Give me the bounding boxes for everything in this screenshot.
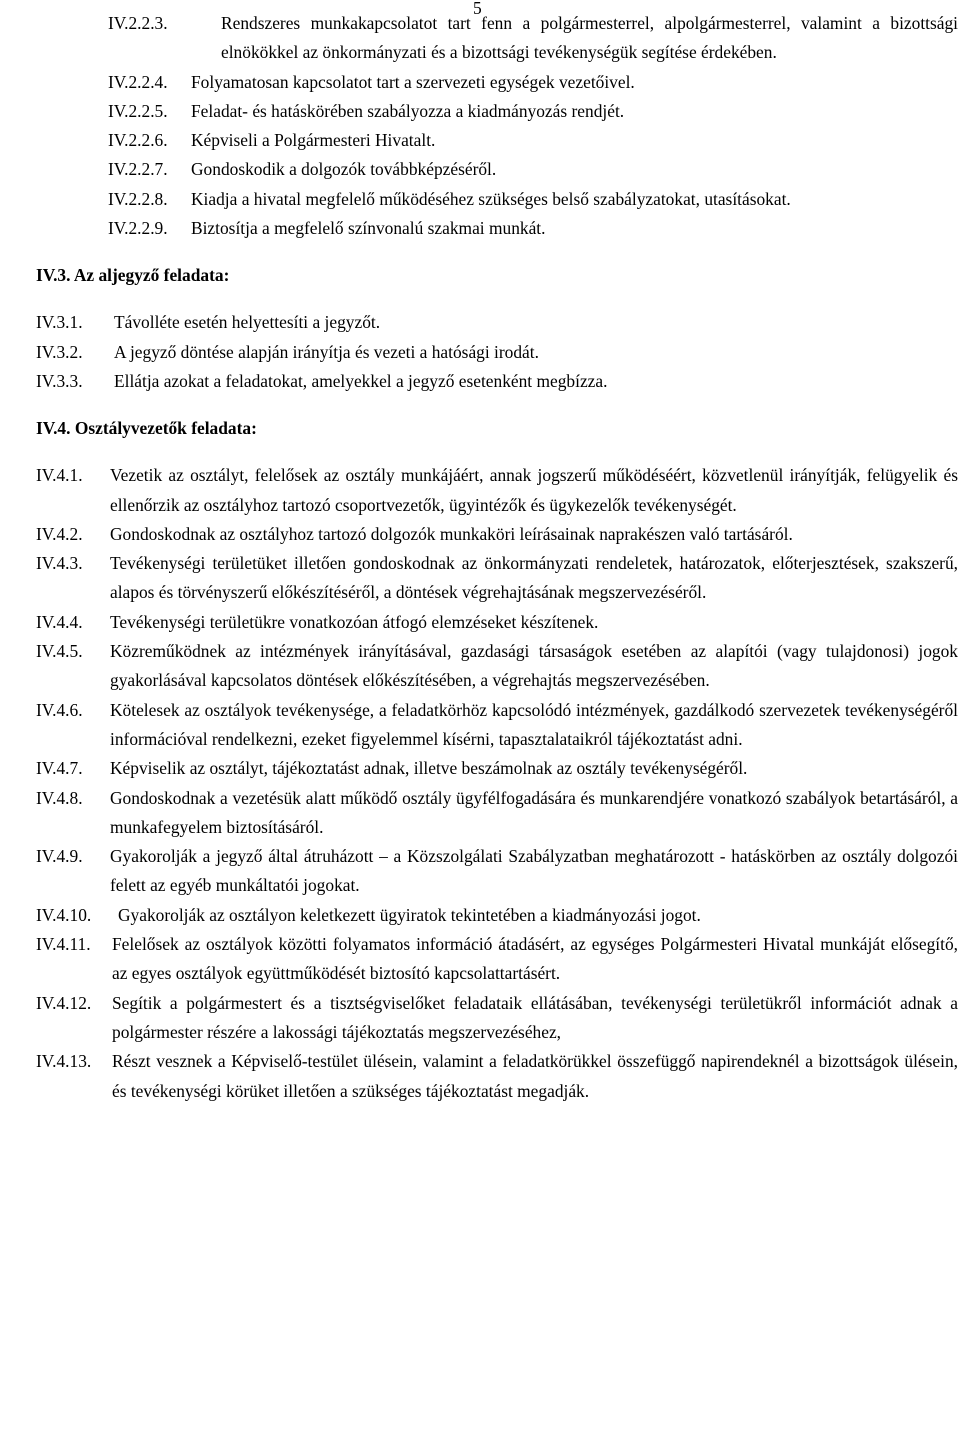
item-number: IV.4.3. <box>36 553 83 574</box>
item-number: IV.4.5. <box>36 641 83 662</box>
section-iv3-list <box>36 308 958 396</box>
item-number: IV.4.7. <box>36 758 83 779</box>
item-number: IV.4.10. <box>36 904 92 925</box>
section-iv2-list <box>36 9 958 243</box>
item-text: Gondoskodnak az osztályhoz tartozó dolgozók munkaköri leírásainak naprakészen való tartásáról. <box>110 523 793 544</box>
section-iv3-heading: IV.3. Az aljegyző feladata: <box>36 265 230 286</box>
list-item <box>36 901 958 930</box>
item-number: IV.4.9. <box>36 846 83 867</box>
item-number: IV.4.11. <box>36 934 91 955</box>
item-number: IV.2.2.4. <box>108 71 168 92</box>
item-text: Segítik a polgármestert és a tisztségviselőket feladataik ellátásában, tevékenységi területükről információt adnak a polgármester részére a lakossági tájékoztatás megszervezéséhez, <box>112 992 958 1042</box>
list-item <box>36 367 958 396</box>
item-text: Tevékenységi területüket illetően gondoskodnak az önkormányzati rendeletek, határozatok, előterjesztések, szakszerű, alapos és törvényszerű előkészítéséről, a döntések végrehajtásának megszervezéséről. <box>110 553 958 603</box>
list-item <box>108 214 958 243</box>
list-item <box>108 97 958 126</box>
item-number: IV.2.2.9. <box>108 218 168 239</box>
list-item <box>36 637 958 696</box>
item-text: Tevékenységi területükre vonatkozóan átfogó elemzéseket készítenek. <box>110 611 599 632</box>
item-number: IV.2.2.5. <box>108 100 168 121</box>
item-number: IV.4.13. <box>36 1051 92 1072</box>
item-number: IV.3.1. <box>36 312 83 333</box>
item-number: IV.2.2.7. <box>108 159 168 180</box>
item-text: Ellátja azokat a feladatokat, amelyekkel a jegyző esetenként megbízza. <box>114 370 608 391</box>
list-item <box>36 754 958 783</box>
list-item <box>36 842 958 901</box>
section-iv4-list <box>36 461 958 1106</box>
item-text: Folyamatosan kapcsolatot tart a szervezeti egységek vezetőivel. <box>191 71 635 92</box>
item-text: Rendszeres munkakapcsolatot tart fenn a polgármesterrel, alpolgármesterrel, valamint a bizottsági elnökökkel az önkormányzati és a bizottsági tevékenységük segítése érdekében. <box>221 13 958 63</box>
section-iv4-heading: IV.4. Osztályvezetők feladata: <box>36 418 257 439</box>
list-item <box>108 9 958 68</box>
item-number: IV.4.6. <box>36 699 83 720</box>
item-text: Kötelesek az osztályok tevékenysége, a feladatkörhöz kapcsolódó intézmények, gazdálkodó szervezetek tevékenységéről információval rendelkezni, ezeket figyelemmel kísérni, tapasztalataikról tájékoztatást adni. <box>110 699 958 749</box>
list-item <box>36 549 958 608</box>
item-number: IV.4.1. <box>36 465 83 486</box>
item-number: IV.2.2.3. <box>108 13 168 33</box>
item-number: IV.3.3. <box>36 370 83 391</box>
item-number: IV.3.2. <box>36 341 83 362</box>
item-number: IV.2.2.8. <box>108 188 168 209</box>
item-text: Képviselik az osztályt, tájékoztatást adnak, illetve beszámolnak az osztály tevékenységéről. <box>110 758 748 779</box>
item-number: IV.4.2. <box>36 523 83 544</box>
list-item <box>108 185 958 214</box>
item-text: Kiadja a hivatal megfelelő működéséhez szükséges belső szabályzatokat, utasításokat. <box>191 188 791 209</box>
list-item <box>36 784 958 843</box>
list-item <box>36 930 958 989</box>
item-text: Gondoskodnak a vezetésük alatt működő osztály ügyfélfogadására és munkarendjére vonatkozó szabályok betartásáról, a munkafegyelem biztosításáról. <box>110 787 958 837</box>
list-item <box>36 461 958 520</box>
list-item <box>36 520 958 549</box>
item-text: Távolléte esetén helyettesíti a jegyzőt. <box>114 312 381 333</box>
list-item <box>36 308 958 337</box>
item-text: Biztosítja a megfelelő színvonalú szakmai munkát. <box>191 218 546 239</box>
document-body <box>36 9 958 1106</box>
list-item <box>36 989 958 1048</box>
item-number: IV.2.2.6. <box>108 130 168 151</box>
page-number: 5 <box>473 0 482 18</box>
item-text: Gondoskodik a dolgozók továbbképzéséről. <box>191 159 497 180</box>
list-item <box>36 338 958 367</box>
item-text: Gyakorolják a jegyző által átruházott – a Közszolgálati Szabályzatban meghatározott - hatáskörben az osztály dolgozói felett az egyéb munkáltatói jogokat. <box>110 846 958 896</box>
list-item <box>36 696 958 755</box>
item-text: A jegyző döntése alapján irányítja és vezeti a hatósági irodát. <box>114 341 539 362</box>
item-number: IV.4.12. <box>36 992 92 1013</box>
list-item <box>108 155 958 184</box>
list-item <box>108 126 958 155</box>
item-text: Gyakorolják az osztályon keletkezett ügyiratok tekintetében a kiadmányozási jogot. <box>118 904 701 925</box>
item-number: IV.4.8. <box>36 787 83 808</box>
item-text: Felelősek az osztályok közötti folyamatos információ átadásért, az egységes Polgármesteri Hivatal munkáját elősegítő, az egyes osztályok együttműködését biztosító kapcsolattartásért. <box>112 934 958 984</box>
item-text: Képviseli a Polgármesteri Hivatalt. <box>191 130 436 151</box>
item-text: Vezetik az osztályt, felelősek az osztály munkájáért, annak jogszerű működéséért, közvetlenül irányítják, felügyelik és ellenőrzik az osztályhoz tartozó csoportvezetők, ügyintézők és ügykezelők tevékenységét. <box>110 465 958 515</box>
item-text: Közreműködnek az intézmények irányításával, gazdasági társaságok esetében az alapítói (vagy tulajdonosi) jogok gyakorlásával kapcsolatos döntések előkészítésében, a végrehajtás megszervezésében. <box>110 641 958 691</box>
item-text: Feladat- és hatáskörében szabályozza a kiadmányozás rendjét. <box>191 100 625 121</box>
list-item <box>36 1047 958 1106</box>
list-item <box>36 608 958 637</box>
list-item <box>108 68 958 97</box>
item-number: IV.4.4. <box>36 611 83 632</box>
item-text: Részt vesznek a Képviselő-testület ülésein, valamint a feladatkörükkel összefüggő napirendeknél a bizottságok ülésein, és tevékenységi körüket illetően a szükséges tájékoztatást megadják. <box>112 1051 958 1101</box>
